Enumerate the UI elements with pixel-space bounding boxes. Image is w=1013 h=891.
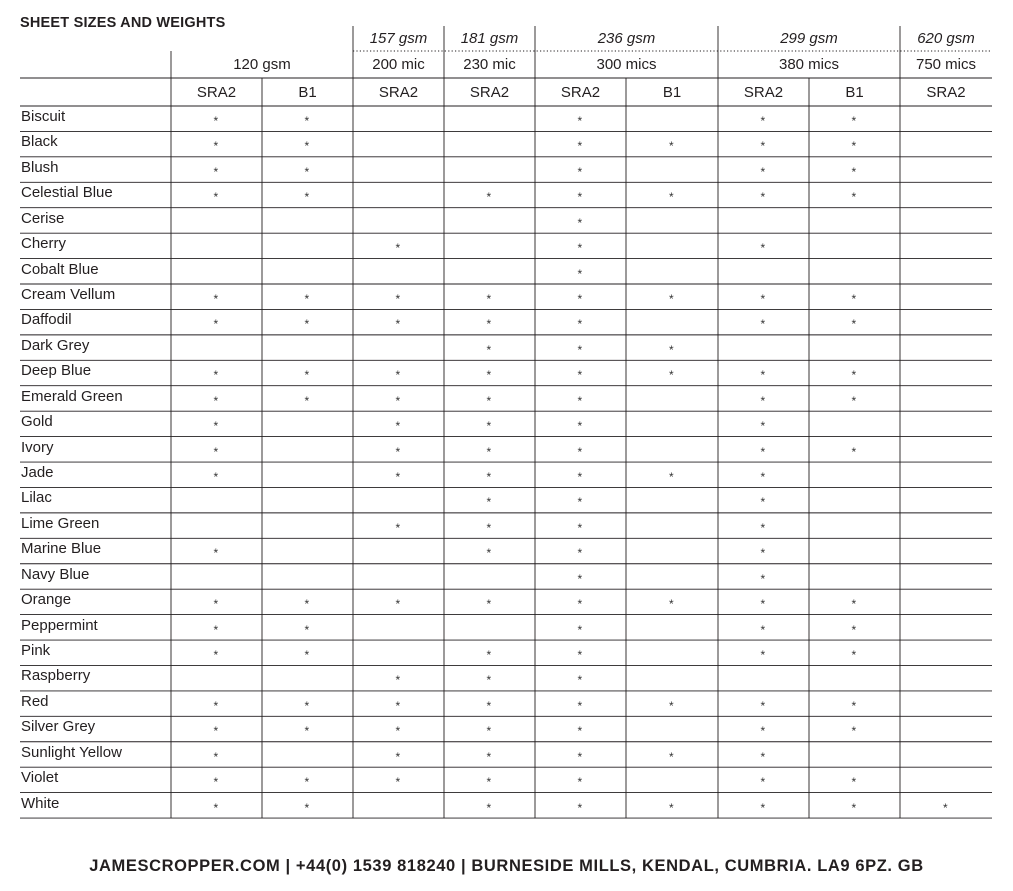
availability-mark: * bbox=[760, 698, 766, 713]
row-colour-name: Pink bbox=[21, 642, 51, 660]
availability-mark: * bbox=[760, 470, 766, 485]
header-size-label: SRA2 bbox=[378, 83, 419, 101]
availability-mark: * bbox=[486, 698, 492, 713]
availability-mark: * bbox=[395, 393, 401, 408]
availability-mark: * bbox=[851, 648, 857, 663]
company-footer: JAMESCROPPER.COM | +44(0) 1539 818240 | BURNESIDE MILLS, KENDAL, CUMBRIA. LA9 6PZ. GB bbox=[89, 857, 924, 875]
availability-mark: * bbox=[304, 622, 310, 637]
availability-mark: * bbox=[486, 597, 492, 612]
header-gsm-label: 299 gsm bbox=[780, 30, 838, 47]
availability-mark: * bbox=[395, 241, 401, 256]
row-colour-name: Cream Vellum bbox=[21, 286, 116, 303]
availability-mark: * bbox=[213, 546, 219, 561]
availability-mark: * bbox=[760, 622, 766, 637]
availability-mark: * bbox=[760, 114, 766, 128]
availability-mark: * bbox=[669, 470, 674, 485]
row-colour-name: Orange bbox=[21, 591, 72, 609]
availability-mark: * bbox=[213, 470, 219, 485]
row-colour-name: Jade bbox=[21, 464, 54, 482]
availability-mark: * bbox=[213, 190, 219, 205]
availability-mark: * bbox=[213, 444, 219, 459]
availability-mark: * bbox=[304, 800, 310, 815]
availability-mark: * bbox=[304, 698, 310, 713]
availability-mark: * bbox=[486, 546, 492, 561]
availability-mark: * bbox=[577, 317, 583, 332]
availability-mark: * bbox=[760, 546, 766, 561]
availability-mark: * bbox=[486, 673, 492, 688]
availability-mark: * bbox=[669, 139, 674, 154]
availability-mark: * bbox=[760, 800, 766, 815]
header-gsm-label: 181 gsm bbox=[460, 30, 519, 47]
availability-mark: * bbox=[213, 368, 219, 383]
availability-mark: * bbox=[851, 368, 857, 383]
row-colour-name: Blush bbox=[21, 158, 59, 176]
availability-mark: * bbox=[395, 419, 401, 434]
availability-mark: * bbox=[760, 164, 766, 179]
availability-mark: * bbox=[577, 495, 583, 510]
availability-mark: * bbox=[577, 342, 583, 357]
availability-mark: * bbox=[760, 495, 766, 510]
row-colour-name: Peppermint bbox=[21, 616, 98, 634]
availability-mark: * bbox=[395, 292, 401, 306]
availability-mark: * bbox=[486, 393, 492, 408]
availability-mark: * bbox=[577, 749, 583, 764]
availability-mark: * bbox=[669, 190, 674, 205]
availability-mark: * bbox=[577, 241, 583, 256]
row-colour-name: Sunlight Yellow bbox=[21, 743, 122, 761]
row-colour-name: Raspberry bbox=[21, 667, 91, 685]
availability-mark: * bbox=[577, 292, 583, 306]
availability-mark: * bbox=[213, 317, 219, 332]
availability-mark: * bbox=[486, 292, 492, 306]
availability-mark: * bbox=[760, 571, 766, 586]
availability-mark: * bbox=[760, 775, 766, 790]
availability-mark: * bbox=[395, 673, 401, 688]
availability-mark: * bbox=[577, 622, 583, 637]
row-colour-name: Lime Green bbox=[21, 514, 100, 532]
availability-mark: * bbox=[851, 393, 857, 408]
availability-mark: * bbox=[304, 775, 310, 790]
availability-mark: * bbox=[760, 724, 766, 739]
availability-mark: * bbox=[669, 292, 674, 306]
row-colour-name: Violet bbox=[21, 769, 59, 787]
availability-mark: * bbox=[577, 520, 583, 535]
availability-mark: * bbox=[760, 749, 766, 764]
row-colour-name: White bbox=[21, 794, 60, 812]
availability-mark: * bbox=[760, 241, 766, 256]
row-colour-name: Silver Grey bbox=[21, 718, 96, 736]
availability-mark: * bbox=[760, 292, 766, 306]
row-colour-name: Cobalt Blue bbox=[21, 260, 99, 278]
availability-mark: * bbox=[760, 139, 766, 154]
availability-mark: * bbox=[577, 724, 583, 739]
availability-mark: * bbox=[851, 164, 857, 179]
availability-mark: * bbox=[669, 368, 674, 383]
availability-mark: * bbox=[486, 368, 492, 383]
availability-mark: * bbox=[851, 775, 857, 790]
row-colour-name: Black bbox=[21, 133, 58, 151]
availability-mark: * bbox=[851, 190, 857, 205]
availability-mark: * bbox=[851, 597, 857, 612]
row-colour-name: Emerald Green bbox=[21, 387, 123, 405]
availability-mark: * bbox=[213, 393, 219, 408]
availability-mark: * bbox=[577, 419, 583, 434]
availability-mark: * bbox=[760, 368, 766, 383]
availability-mark: * bbox=[395, 368, 401, 383]
availability-mark: * bbox=[486, 800, 492, 815]
availability-mark: * bbox=[851, 139, 857, 154]
header-weight-label: 120 gsm bbox=[233, 56, 291, 73]
availability-mark: * bbox=[760, 597, 766, 612]
availability-mark: * bbox=[304, 292, 310, 306]
availability-mark: * bbox=[760, 393, 766, 408]
availability-mark: * bbox=[851, 292, 857, 306]
availability-mark: * bbox=[943, 800, 948, 815]
availability-mark: * bbox=[577, 393, 583, 408]
header-size-label: SRA2 bbox=[743, 83, 784, 101]
availability-mark: * bbox=[304, 190, 310, 205]
row-colour-name: Biscuit bbox=[21, 108, 66, 125]
availability-mark: * bbox=[304, 139, 310, 154]
header-weight-label: 380 mics bbox=[778, 56, 840, 73]
row-colour-name: Cerise bbox=[21, 209, 65, 227]
table-title: SHEET SIZES AND WEIGHTS bbox=[20, 15, 226, 31]
availability-mark: * bbox=[395, 775, 401, 790]
availability-mark: * bbox=[486, 775, 492, 790]
availability-mark: * bbox=[577, 775, 583, 790]
header-weight-label: 300 mics bbox=[596, 56, 657, 73]
row-colour-name: Gold bbox=[21, 413, 53, 431]
availability-mark: * bbox=[486, 342, 492, 357]
availability-mark: * bbox=[213, 648, 219, 663]
availability-mark: * bbox=[577, 546, 583, 561]
availability-mark: * bbox=[760, 444, 766, 459]
availability-mark: * bbox=[304, 317, 310, 332]
availability-mark: * bbox=[577, 215, 583, 230]
availability-mark: * bbox=[213, 622, 219, 637]
availability-mark: * bbox=[486, 190, 492, 205]
header-size-label: SRA2 bbox=[926, 83, 966, 101]
availability-mark: * bbox=[760, 419, 766, 434]
availability-mark: * bbox=[486, 419, 492, 434]
availability-mark: * bbox=[213, 698, 219, 713]
row-colour-name: Celestial Blue bbox=[21, 184, 113, 202]
availability-mark: * bbox=[213, 292, 219, 306]
availability-mark: * bbox=[669, 749, 674, 764]
availability-mark: * bbox=[395, 470, 401, 485]
availability-mark: * bbox=[577, 266, 583, 281]
availability-mark: * bbox=[304, 393, 310, 408]
availability-mark: * bbox=[304, 114, 310, 128]
availability-mark: * bbox=[213, 114, 219, 128]
availability-mark: * bbox=[577, 673, 583, 688]
availability-mark: * bbox=[669, 597, 674, 612]
availability-mark: * bbox=[577, 470, 583, 485]
row-colour-name: Daffodil bbox=[21, 311, 72, 329]
row-colour-name: Ivory bbox=[21, 438, 54, 456]
availability-mark: * bbox=[486, 495, 492, 510]
availability-mark: * bbox=[213, 800, 219, 815]
availability-mark: * bbox=[577, 444, 583, 459]
row-colour-name: Navy Blue bbox=[21, 565, 90, 583]
availability-mark: * bbox=[486, 648, 492, 663]
row-colour-name: Dark Grey bbox=[21, 336, 90, 354]
availability-mark: * bbox=[760, 520, 766, 535]
row-colour-name: Deep Blue bbox=[21, 362, 92, 380]
availability-mark: * bbox=[486, 749, 492, 764]
row-colour-name: Lilac bbox=[21, 489, 52, 507]
availability-mark: * bbox=[213, 749, 219, 764]
availability-mark: * bbox=[486, 317, 492, 332]
availability-mark: * bbox=[577, 698, 583, 713]
availability-mark: * bbox=[851, 622, 857, 637]
header-size-label: SRA2 bbox=[196, 83, 237, 101]
availability-mark: * bbox=[304, 724, 310, 739]
header-gsm-label: 620 gsm bbox=[917, 30, 975, 47]
availability-mark: * bbox=[577, 368, 583, 383]
availability-mark: * bbox=[851, 724, 857, 739]
availability-mark: * bbox=[304, 597, 310, 612]
availability-mark: * bbox=[851, 800, 857, 815]
availability-mark: * bbox=[213, 597, 219, 612]
availability-mark: * bbox=[851, 114, 857, 128]
availability-mark: * bbox=[577, 190, 583, 205]
availability-mark: * bbox=[851, 698, 857, 713]
header-size-label: B1 bbox=[662, 83, 682, 101]
header-size-label: B1 bbox=[845, 83, 864, 101]
availability-mark: * bbox=[395, 597, 401, 612]
row-colour-name: Marine Blue bbox=[21, 540, 102, 558]
availability-mark: * bbox=[304, 368, 310, 383]
availability-mark: * bbox=[760, 648, 766, 663]
header-weight-label: 200 mic bbox=[372, 56, 425, 73]
header-gsm-label: 157 gsm bbox=[369, 30, 428, 47]
availability-mark: * bbox=[213, 164, 219, 179]
header-weight-label: 230 mic bbox=[463, 56, 516, 73]
availability-mark: * bbox=[486, 724, 492, 739]
header-size-label: SRA2 bbox=[560, 83, 601, 101]
availability-mark: * bbox=[486, 520, 492, 535]
availability-mark: * bbox=[577, 139, 583, 154]
availability-mark: * bbox=[669, 342, 674, 357]
availability-mark: * bbox=[760, 190, 766, 205]
availability-mark: * bbox=[395, 317, 401, 332]
availability-mark: * bbox=[213, 139, 219, 154]
availability-mark: * bbox=[395, 520, 401, 535]
row-colour-name: Cherry bbox=[21, 235, 67, 253]
header-gsm-label: 236 gsm bbox=[597, 30, 656, 47]
availability-mark: * bbox=[213, 775, 219, 790]
header-size-label: SRA2 bbox=[469, 83, 510, 101]
availability-mark: * bbox=[395, 698, 401, 713]
availability-mark: * bbox=[577, 571, 583, 586]
availability-mark: * bbox=[486, 470, 492, 485]
availability-mark: * bbox=[395, 444, 401, 459]
availability-mark: * bbox=[577, 648, 583, 663]
row-colour-name: Red bbox=[21, 692, 49, 710]
availability-mark: * bbox=[669, 800, 674, 815]
availability-mark: * bbox=[577, 164, 583, 179]
availability-mark: * bbox=[577, 800, 583, 815]
availability-mark: * bbox=[577, 114, 583, 128]
header-size-label: B1 bbox=[298, 83, 317, 101]
availability-mark: * bbox=[486, 444, 492, 459]
availability-mark: * bbox=[851, 444, 857, 459]
availability-mark: * bbox=[395, 749, 401, 764]
availability-mark: * bbox=[577, 597, 583, 612]
header-weight-label: 750 mics bbox=[915, 56, 977, 73]
availability-mark: * bbox=[851, 317, 857, 332]
availability-mark: * bbox=[304, 164, 310, 179]
availability-mark: * bbox=[395, 724, 401, 739]
availability-mark: * bbox=[669, 698, 674, 713]
availability-mark: * bbox=[304, 648, 310, 663]
availability-mark: * bbox=[760, 317, 766, 332]
availability-mark: * bbox=[213, 724, 219, 739]
availability-mark: * bbox=[213, 419, 219, 434]
